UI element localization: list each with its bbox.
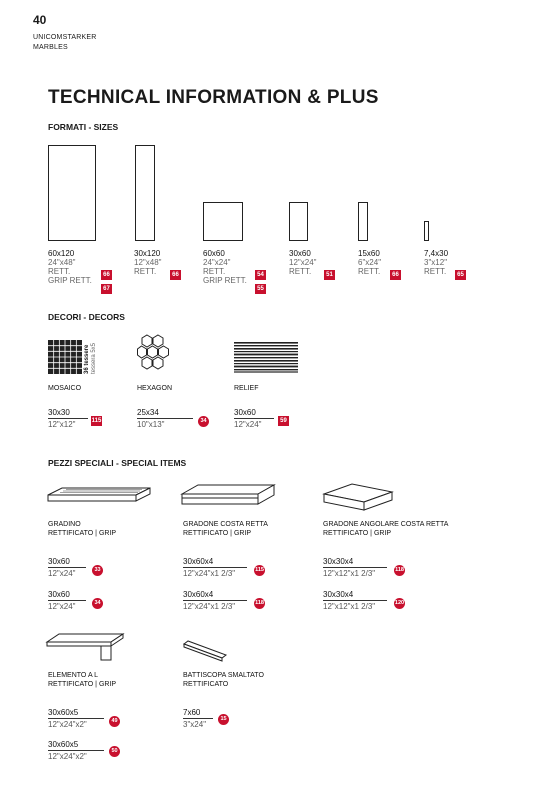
page-badge[interactable]: 65 [455, 270, 466, 280]
tile-30x120 [135, 145, 155, 241]
item-size: 30x60x5 [48, 740, 79, 749]
brand-block [33, 33, 97, 53]
angolare-label [323, 520, 448, 538]
divider [48, 418, 88, 419]
format-label: RETT. [134, 267, 157, 276]
gradino-label [48, 520, 116, 538]
decor-inch: 12"x24" [234, 420, 262, 429]
divider [183, 718, 213, 719]
formati-heading: FORMATI - SIZES [48, 122, 119, 132]
page-badge[interactable]: 34 [92, 598, 103, 609]
format-label: GRIP RETT. [48, 276, 92, 285]
elemento-label [48, 671, 116, 689]
item-inch: 3"x24" [183, 720, 207, 729]
item-name: GRADONE COSTA RETTA [183, 521, 268, 528]
tile-30x60 [289, 202, 308, 241]
page-badge[interactable]: 120 [394, 598, 405, 609]
pezzi-heading: PEZZI SPECIALI - SPECIAL ITEMS [48, 458, 187, 468]
decor-inch: 10"x13" [137, 420, 165, 429]
page-badge[interactable]: 55 [255, 284, 266, 294]
item-name: BATTISCOPA SMALTATO [183, 672, 264, 679]
relief-image [234, 341, 298, 373]
decori-heading: DECORI - DECORS [48, 312, 125, 322]
mosaico-note-1: 36 tessere [84, 344, 90, 374]
item-sub: RETTIFICATO | GRIP [183, 530, 252, 537]
page-badge[interactable]: 115 [254, 565, 265, 576]
page-badge[interactable]: 15 [218, 714, 229, 725]
item-sub: RETTIFICATO | GRIP [48, 530, 117, 537]
divider [48, 567, 86, 568]
battiscopa-image [182, 640, 228, 662]
page-badge[interactable]: 67 [101, 284, 112, 294]
item-inch: 12"x24"x1 2/3" [183, 569, 236, 578]
gradone-image [180, 484, 276, 512]
divider [48, 600, 86, 601]
hexagon-image [137, 334, 171, 374]
battiscopa-label [183, 671, 264, 689]
page-badge[interactable]: 54 [255, 270, 266, 280]
page-badge[interactable]: 34 [198, 416, 209, 427]
item-inch: 12"x12"x1 2/3" [323, 602, 376, 611]
page-badge[interactable]: 50 [109, 746, 120, 757]
item-name: GRADINO [48, 521, 81, 528]
format-label: RETT. [289, 267, 312, 276]
item-sub: RETTIFICATO | GRIP [323, 530, 392, 537]
item-size: 30x60x4 [183, 557, 214, 566]
item-size: 30x60x4 [183, 590, 214, 599]
format-15x60 [358, 249, 381, 276]
decor-name-relief: RELIEF [234, 385, 259, 392]
format-code: 7,4x30 [424, 249, 449, 258]
mosaico-note-2: tesserа 5x5 [91, 342, 97, 374]
format-inch: 24"x24" [203, 258, 231, 267]
format-60x60 [203, 249, 247, 285]
item-size: 30x60 [48, 557, 70, 566]
decor-size: 30x30 [48, 408, 70, 417]
divider [183, 567, 247, 568]
item-name: ELEMENTO A L [48, 672, 99, 679]
tile-60x60 [203, 202, 243, 241]
format-label: RETT. [358, 267, 381, 276]
mosaico-note [84, 343, 98, 374]
decor-name-hexagon: HEXAGON [137, 385, 173, 392]
page-badge[interactable]: 51 [324, 270, 335, 280]
gradone-label [183, 520, 268, 538]
divider [323, 600, 387, 601]
format-code: 60x60 [203, 249, 225, 258]
format-inch: 12"x24" [289, 258, 317, 267]
item-sub: RETTIFICATO [183, 681, 229, 688]
item-inch: 12"x24"x1 2/3" [183, 602, 236, 611]
page-badge[interactable]: 59 [278, 416, 289, 426]
elemento-image [45, 633, 125, 663]
format-inch: 24"x48" [48, 258, 76, 267]
format-label: RETT. [424, 267, 447, 276]
format-60x120 [48, 249, 92, 285]
divider [234, 418, 274, 419]
page-badge[interactable]: 49 [109, 716, 120, 727]
divider [48, 718, 104, 719]
page-badge[interactable]: 33 [92, 565, 103, 576]
item-size: 30x30x4 [323, 557, 354, 566]
format-code: 15x60 [358, 249, 380, 258]
tile-7x30 [424, 221, 429, 241]
decor-size: 30x60 [234, 408, 256, 417]
format-code: 30x60 [289, 249, 311, 258]
format-30x120 [134, 249, 161, 276]
item-sub: RETTIFICATO | GRIP [48, 681, 117, 688]
item-size: 30x60x5 [48, 708, 79, 717]
divider [48, 750, 104, 751]
format-30x60 [289, 249, 316, 276]
item-size: 30x30x4 [323, 590, 354, 599]
item-size: 30x60 [48, 590, 70, 599]
page-title: TECHNICAL INFORMATION & PLUS [48, 87, 379, 108]
format-code: 60x120 [48, 249, 75, 258]
format-inch: 3"x12" [424, 258, 448, 267]
page-badge[interactable]: 66 [390, 270, 401, 280]
page-badge[interactable]: 118 [254, 598, 265, 609]
format-7x30 [424, 249, 448, 276]
format-label: RETT. [48, 267, 71, 276]
brand-line-1: UNICOMSTARKER [33, 34, 97, 41]
tile-15x60 [358, 202, 368, 241]
divider [323, 567, 387, 568]
page-number: 40 [33, 13, 47, 27]
item-inch: 12"x12"x1 2/3" [323, 569, 376, 578]
decor-size: 25x34 [137, 408, 159, 417]
page-badge[interactable]: 118 [394, 565, 405, 576]
format-label: GRIP RETT. [203, 276, 247, 285]
divider [137, 418, 193, 419]
item-size: 7x60 [183, 708, 201, 717]
brand-line-2: MARBLES [33, 44, 68, 51]
angolare-image [322, 483, 394, 513]
tile-60x120 [48, 145, 96, 241]
page-badge[interactable]: 66 [101, 270, 112, 280]
item-inch: 12"x24" [48, 569, 76, 578]
gradino-image [46, 487, 152, 511]
decor-inch: 12"x12" [48, 420, 76, 429]
divider [183, 600, 247, 601]
page-badge[interactable]: 66 [170, 270, 181, 280]
mosaico-image [48, 340, 82, 374]
item-inch: 12"x24"x2" [48, 720, 87, 729]
item-inch: 12"x24"x2" [48, 752, 87, 761]
format-label: RETT. [203, 267, 226, 276]
item-inch: 12"x24" [48, 602, 76, 611]
format-inch: 12"x48" [134, 258, 162, 267]
page-badge[interactable]: 115 [91, 418, 102, 424]
format-code: 30x120 [134, 249, 161, 258]
item-name: GRADONE ANGOLARE COSTA RETTA [323, 521, 449, 528]
decor-name-mosaico: MOSAICO [48, 385, 82, 392]
format-inch: 6"x24" [358, 258, 382, 267]
